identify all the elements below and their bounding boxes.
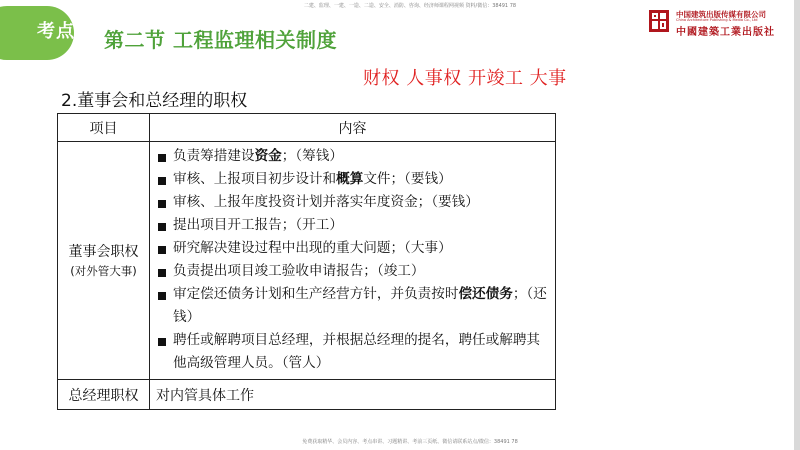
key-powers-note: 财权 人事权 开竣工 大事 [363, 68, 567, 89]
square-bullet-icon [158, 269, 166, 277]
publisher-brand: 中國建築工業出版社 [676, 27, 775, 38]
publisher-logo [648, 6, 798, 40]
subheading: 2.董事会和总经理的职权 [61, 91, 248, 111]
publisher-emblem-icon [648, 8, 670, 34]
list-item: 负责筹措建设资金；（筹钱） [158, 145, 549, 168]
topic-badge-label: 考点 [37, 21, 75, 42]
publisher-name-en: China Architecture Publishing & Media Co., Ltd [676, 18, 758, 22]
list-item: 聘任或解聘项目总经理，并根据总经理的提名，聘任或解聘其他高级管理人员。（管人） [158, 329, 549, 375]
square-bullet-icon [158, 177, 166, 185]
watermark-top: 二建、监理、一建、一造、二造、安全、消防、咨询、经济师课程网视频 资料/微信：38491 78 [303, 3, 517, 9]
list-item: 负责提出项目竣工验收申请报告；（竣工） [158, 260, 549, 283]
watermark-bottom: 免费获取精华、会员内容、考点串讲、习题精讲、考前三页纸、微信请联系站点/微信：38491 78 [302, 439, 518, 445]
board-duties-cell [150, 142, 556, 380]
gm-role: 总经理职权 [58, 380, 150, 410]
table-row-gm [58, 380, 556, 410]
square-bullet-icon [158, 246, 166, 254]
duties-table [57, 113, 556, 410]
section-title: 第二节 工程监理相关制度 [104, 28, 337, 52]
gm-duties: 对内管具体工作 [150, 380, 556, 410]
table-header-row [58, 114, 556, 142]
list-item: 审核、上报年度投资计划并落实年度资金；（要钱） [158, 191, 549, 214]
square-bullet-icon [158, 292, 166, 300]
square-bullet-icon [158, 200, 166, 208]
list-item: 研究解决建设过程中出现的重大问题；（大事） [158, 237, 549, 260]
list-item: 审核、上报项目初步设计和概算文件；（要钱） [158, 168, 549, 191]
header-item: 项目 [58, 114, 150, 142]
header-content: 内容 [150, 114, 556, 142]
window-edge [794, 0, 800, 450]
table-row-board [58, 142, 556, 380]
square-bullet-icon [158, 223, 166, 231]
square-bullet-icon [158, 154, 166, 162]
list-item: 提出项目开工报告；（开工） [158, 214, 549, 237]
publisher-name: 中国建筑出版传媒有限公司 [676, 10, 766, 19]
board-role-note: (对外管大事) [70, 263, 137, 278]
list-item: 审定偿还债务计划和生产经营方针，并负责按时偿还债务；（还钱） [158, 283, 549, 329]
board-role: 董事会职权 [68, 243, 139, 260]
board-role-cell [58, 142, 150, 380]
square-bullet-icon [158, 338, 166, 346]
